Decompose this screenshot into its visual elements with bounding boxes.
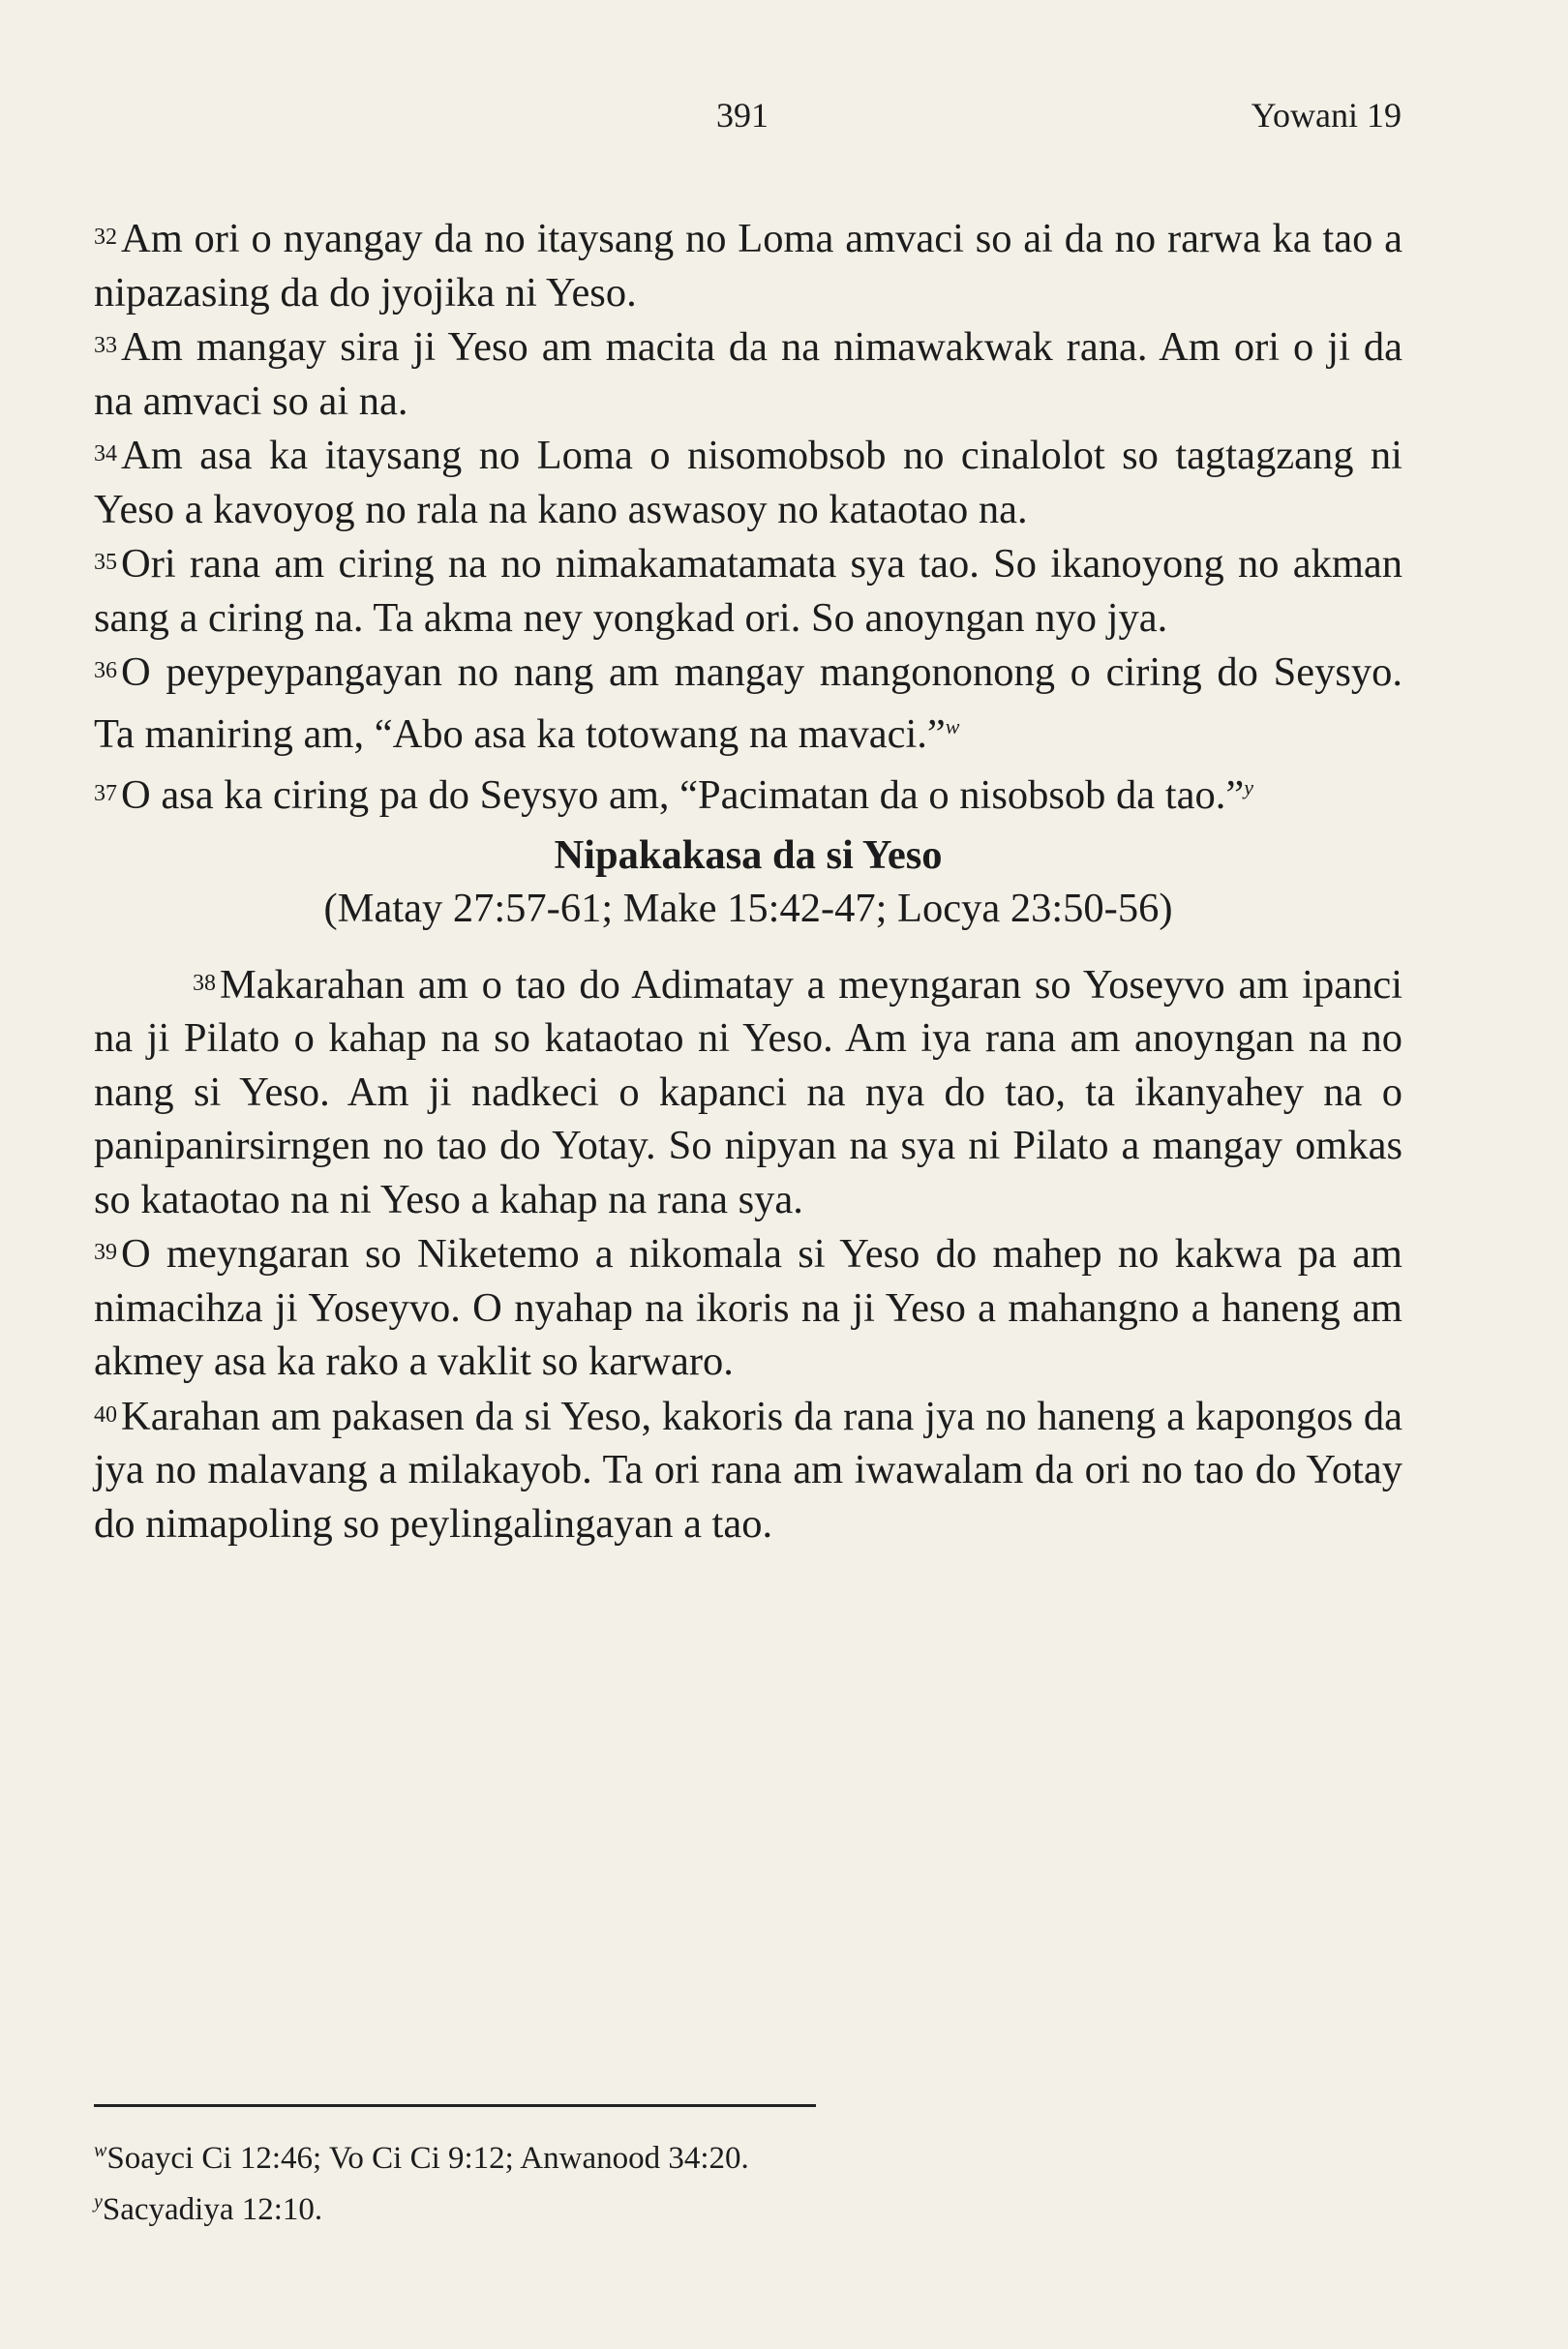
verse-number: 34 [94,441,117,467]
verse-text: O peypeypangayan no nang am mangay mangononong o ciring do Seysyo. Ta maniring am, “Abo asa ka totowang na mavaci.” [94,649,1402,757]
footnote-marker[interactable]: y [1244,775,1253,799]
page-number: 391 [716,96,769,135]
verse [94,957,1402,1227]
verse [94,536,1402,645]
running-head: Yowani 19 [1251,96,1402,135]
verse-text: O asa ka ciring pa do Seysyo am, “Pacimatan da o nisobsob da tao.” [121,772,1245,818]
footnote-divider [94,2104,816,2107]
verse-number: 36 [94,658,117,683]
footnotes [94,2129,1402,2232]
section-heading: Nipakakasa da si Yeso [554,831,943,878]
footnote [94,2181,1402,2232]
verse [94,1389,1402,1551]
verse-text: Makarahan am o tao do Adimatay a meyngaran so Yoseyvo am ipanci na ji Pilato o kahap na so kataotao ni Yeso. Am iya rana am anoyngan na no nang si Yeso. Am ji nadkeci o kapanci na nya do tao, ta ikanyahey na o panipanirsirngen no tao do Yotay. So nipyan na sya ni Pilato a mangay omkas so kataotao na ni Yeso a kahap na rana sya. [94,961,1402,1222]
verse-text: Am asa ka itaysang no Loma o nisomobsob no cinalolot so tagtagzang ni Yeso a kavoyog no rala na kano aswasoy no kataotao na. [94,433,1402,532]
verse [94,645,1402,761]
verse-text: Am mangay sira ji Yeso am macita da na nimawakwak rana. Am ori o ji da na amvaci so ai na. [94,324,1402,424]
footnote-marker: w [94,2140,107,2161]
footnote-marker[interactable]: w [945,713,960,738]
verse-number: 32 [94,225,117,250]
verse-text: O meyngaran so Niketemo a nikomala si Yeso do mahep no kakwa pa am nimacihza ji Yoseyvo. O nyahap na ikoris na ji Yeso a mahangno a haneng am akmey asa ka rako a vaklit so karwaro. [94,1231,1402,1384]
verse [94,761,1402,823]
verse [94,319,1402,428]
verse-text: Ori rana am ciring na no nimakamatamata sya tao. So ikanoyong no akman sang a ciring na. Ta akma ney yongkad ori. So anoyngan nyo jya. [94,541,1402,641]
verse [94,428,1402,536]
page-body [94,211,1402,1551]
verse-text: Am ori o nyangay da no itaysang no Loma amvaci so ai da no rarwa ka tao a nipazasing da do jyojika ni Yeso. [94,216,1402,316]
footnote [94,2129,1402,2181]
page-header [0,95,1568,143]
verse-number: 40 [94,1401,117,1428]
footnote-text: Sacyadiya 12:10. [102,2192,323,2227]
verse-number: 38 [193,970,216,996]
footnote-text: Soayci Ci 12:46; Vo Ci Ci 9:12; Anwanood 34:20. [106,2141,749,2176]
verse-text: Karahan am pakasen da si Yeso, kakoris da rana jya no haneng a kapongos da jya no malavang a milakayob. Ta ori rana am iwawalam da ori no tao do Yotay do nimapoling so peylingalingayan a tao. [94,1393,1402,1547]
verse [94,211,1402,319]
footnote-marker: y [94,2191,103,2213]
verse-number: 37 [94,781,117,806]
verse-number: 39 [94,1240,117,1265]
parallel-references: (Matay 27:57-61; Make 15:42-47; Locya 23:50-56) [323,886,1173,931]
verse-number: 35 [94,550,117,575]
verse-number: 33 [94,333,117,358]
verse [94,1226,1402,1389]
